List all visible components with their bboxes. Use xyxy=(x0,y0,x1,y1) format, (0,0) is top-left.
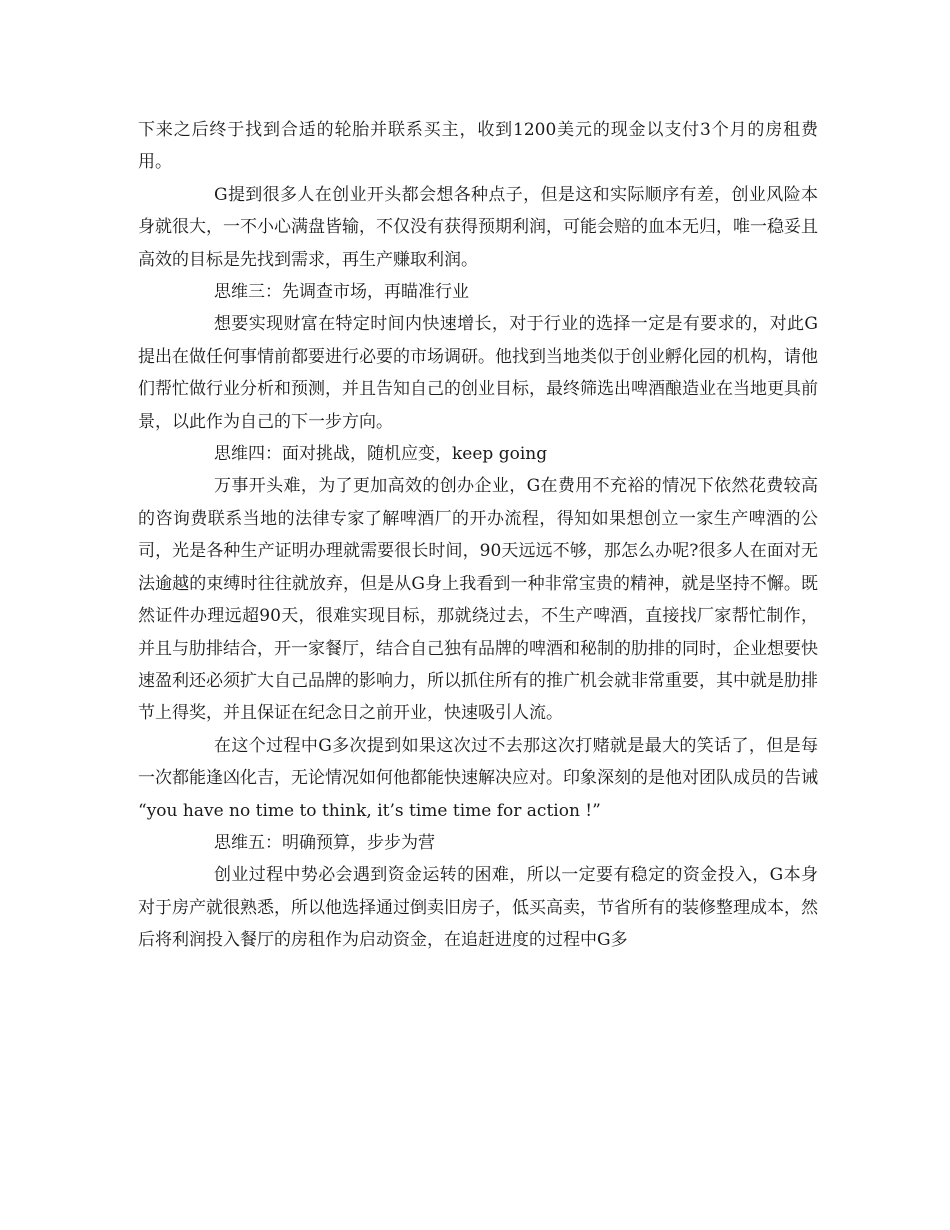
paragraph-continuation: 下来之后终于找到合适的轮胎并联系买主，收到1200美元的现金以支付3个月的房租费用。 xyxy=(138,120,818,173)
paragraph-brewery-challenge: 万事开头难，为了更加高效的创办企业，G在费用不充裕的情况下依然花费较高的咨询费联系当地的法律专家了解啤酒厂的开办流程，得知如果想创立一家生产啤酒的公司，光是各种生产证明办理就需要很长时间，90天远远不够，那怎么办呢?很多人在面对无法逾越的束缚时往往就放弃，但是从G身上我看到一种非常宝贵的精神，就是坚持不懈。既然证件办理远超90天，很难实现目标，那就绕过去，不生产啤酒，直接找厂家帮忙制作，并且与肋排结合，开一家餐厅，结合自己独有品牌的啤酒和秘制的肋排的同时，企业想要快速盈利还必须扩大自己品牌的影响力，所以抓住所有的推广机会就非常重要，其中就是肋排节上得奖，并且保证在纪念日之前开业，快速吸引人流。 xyxy=(138,476,818,724)
paragraph-budget: 创业过程中势必会遇到资金运转的困难，所以一定要有稳定的资金投入，G本身对于房产就很熟悉，所以他选择通过倒卖旧房子，低买高卖，节省所有的装修整理成本，然后将利润投入餐厅的房租作为启动资金，在追赶进度的过程中G多 xyxy=(138,865,818,951)
document-body xyxy=(138,114,818,957)
section-heading-thinking-four: 思维四：面对挑战，随机应变，keep going xyxy=(214,444,548,465)
paragraph-team-quote: 在这个过程中G多次提到如果这次过不去那这次打赌就是最大的笑话了，但是每一次都能逢凶化吉，无论情况如何他都能快速解决应对。印象深刻的是他对团队成员的告诫 “you have no time to think, it’s time time for action !” xyxy=(138,735,818,821)
paragraph-market-research: 想要实现财富在特定时间内快速增长，对于行业的选择一定是有要求的，对此G提出在做任何事情前都要进行必要的市场调研。他找到当地类似于创业孵化园的机构，请他们帮忙做行业分析和预测，并且告知自己的创业目标，最终筛选出啤酒酿造业在当地更具前景，以此作为自己的下一步方向。 xyxy=(138,314,818,432)
paragraph-g-startup-ideas: G提到很多人在创业开头都会想各种点子，但是这和实际顺序有差，创业风险本身就很大，一不小心满盘皆输，不仅没有获得预期利润，可能会赔的血本无归，唯一稳妥且高效的目标是先找到需求，再生产赚取利润。 xyxy=(138,184,818,270)
section-heading-thinking-three: 思维三：先调查市场，再瞄准行业 xyxy=(214,282,469,303)
section-heading-thinking-five: 思维五：明确预算，步步为营 xyxy=(214,832,435,853)
